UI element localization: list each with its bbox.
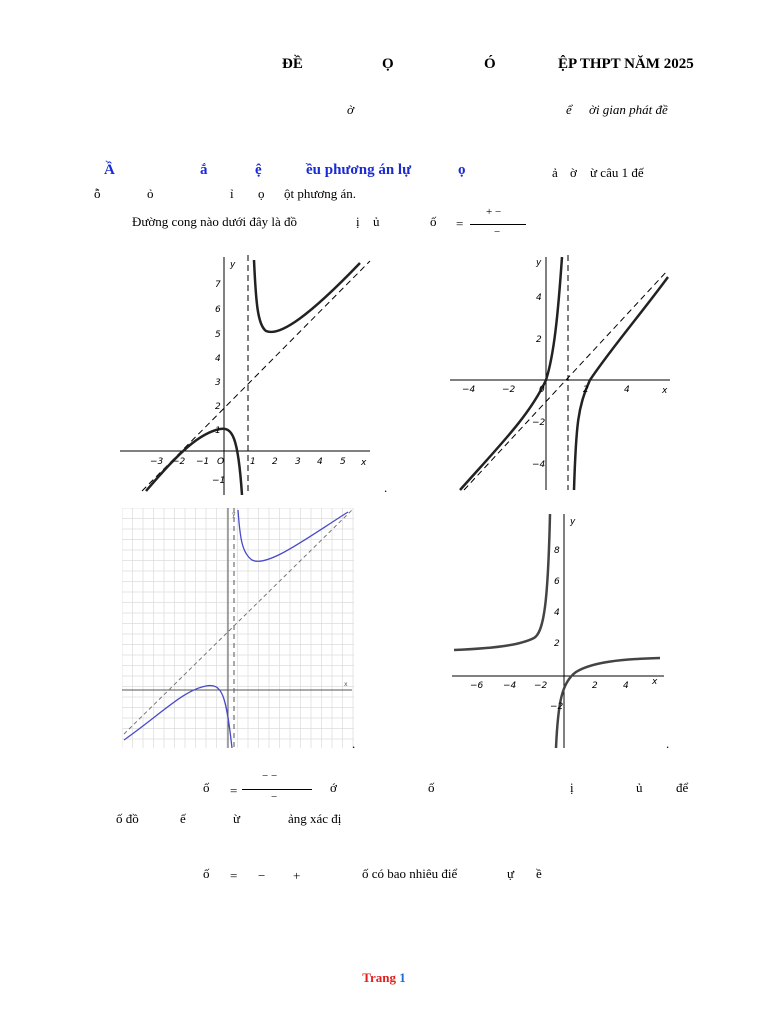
graph-a-xtick: 1 [250, 457, 256, 467]
graph-option-a [120, 255, 380, 495]
part-heading-3: ệ [255, 162, 262, 178]
part-instruction-2: ờ [570, 165, 577, 180]
page-label: Trang [362, 970, 396, 985]
q2-text-3: ố [428, 780, 435, 795]
part-line2-2: ỏ [147, 186, 154, 201]
graph-d-left-branch [454, 514, 550, 650]
part-heading-1: Ầ [104, 162, 115, 178]
part-instruction-3: ừ câu 1 đế [590, 165, 644, 180]
q1-text-3: ủ [373, 214, 380, 229]
graph-d-ytick: 2 [554, 639, 560, 649]
part-line2-3: ỉ [230, 186, 234, 201]
graph-a-xtick: −1 [196, 457, 210, 467]
graph-c-left-branch [124, 686, 232, 748]
q2-line2-2: ế [180, 811, 186, 826]
q1-text-1: Đường cong nào dưới đây là đồ [132, 214, 298, 229]
q3-text-3: ự [507, 866, 515, 881]
graph-option-d [452, 512, 672, 752]
q2-denominator: − [271, 791, 278, 803]
q1-equals: = [456, 216, 464, 231]
q1-text-4: ố [430, 214, 437, 229]
graph-a-ytick: 6 [215, 305, 221, 315]
graph-a-xtick: 2 [272, 457, 278, 467]
q3-text-4: ề [536, 866, 542, 881]
part-instruction-1: ả [552, 165, 558, 180]
graph-d-xtick: −2 [534, 681, 548, 691]
graph-b-ytick: −2 [532, 418, 546, 428]
graph-d-xtick: 4 [623, 681, 629, 691]
graph-b-xtick: 0 [539, 385, 545, 395]
exam-title-part-4: ỆP THPT NĂM 2025 [558, 56, 694, 72]
graph-option-c [122, 508, 354, 748]
graph-b-ytick: −4 [532, 460, 546, 470]
graph-b-right-branch [574, 277, 668, 490]
q2-text-2: ớ [330, 780, 337, 795]
graph-a-right-branch [254, 260, 360, 332]
graph-a-ytick: 4 [215, 354, 221, 364]
q2-line2-3: ừ [233, 811, 241, 826]
part-line2-5: ột phương án. [284, 186, 357, 201]
graph-b-x-label: x [662, 386, 668, 396]
graph-a-xtick: 4 [317, 457, 323, 467]
graph-b-ytick: 2 [536, 335, 542, 345]
q1-numerator: + − [486, 206, 502, 218]
part-heading-2: ắ [200, 162, 208, 178]
graph-option-b [450, 255, 675, 495]
part-heading-4: ều phương án lự [306, 162, 412, 178]
graph-a-xtick: −2 [172, 457, 186, 467]
q2-equals: = [230, 783, 238, 798]
q2-text-1: ố [203, 780, 210, 795]
exam-title-part-3: Ó [484, 56, 496, 72]
graph-a-xtick: 3 [295, 457, 301, 467]
graph-d-xtick: −4 [503, 681, 517, 691]
graph-a-ytick: −1 [212, 476, 226, 486]
subtitle-part-2: ể [566, 102, 572, 117]
graph-a-ytick: 2 [215, 402, 221, 412]
graph-d-ytick: 6 [554, 577, 560, 587]
part-line2-1: ỗ [94, 186, 101, 201]
graph-b-y-label: y [536, 258, 542, 268]
q2-line2-4: ảng xác đị [288, 811, 342, 826]
graph-c-oblique-asymptote [124, 510, 352, 734]
graph-a-ytick: 1 [215, 426, 221, 436]
graph-a-end-dot: . [384, 480, 388, 495]
q2-text-4: ị [570, 780, 574, 795]
graph-b-xtick: −4 [462, 385, 476, 395]
graph-b-left-branch [460, 257, 562, 490]
graph-d-xtick: −6 [470, 681, 484, 691]
graph-d-y-label: y [570, 517, 576, 527]
graph-d-xtick: 2 [592, 681, 598, 691]
q3-minus: − [258, 868, 266, 883]
graph-c-y-label: y [232, 511, 236, 518]
q3-text-2: ố có bao nhiêu điể [362, 866, 458, 881]
graph-d-ytick: 8 [554, 546, 560, 556]
graph-a-y-label: y [230, 260, 236, 270]
graph-a-ytick: 7 [215, 280, 221, 290]
graph-a-ytick: 3 [215, 378, 221, 388]
graph-c-end-dot: . [352, 736, 356, 751]
graph-b-xtick: −2 [502, 385, 516, 395]
q2-numerator: − − [262, 770, 278, 782]
q3-plus: + [293, 868, 301, 883]
exam-title-part-2: Ọ [382, 56, 394, 72]
q1-text-2: ị [356, 214, 360, 229]
q2-fraction-bar [242, 789, 312, 790]
q3-equals: = [230, 868, 238, 883]
part-line2-4: ọ [258, 186, 265, 201]
q3-text-1: ố [203, 866, 210, 881]
graph-a-xtick: O [217, 457, 225, 467]
graph-a-x-label: x [361, 458, 367, 468]
graph-b-xtick: 2 [583, 385, 589, 395]
page-number: 1 [399, 970, 406, 985]
graph-c-grid [122, 508, 354, 748]
graph-a-xtick: 5 [340, 457, 346, 467]
q1-denominator: − [494, 226, 501, 238]
q2-text-6: để [676, 780, 689, 795]
graph-b-ytick: 4 [536, 293, 542, 303]
graph-d-right-branch [556, 658, 660, 748]
graph-c-x-label: x [344, 681, 348, 688]
graph-d-ytick: 4 [554, 608, 560, 618]
graph-c-right-branch [238, 510, 348, 561]
subtitle-part-3: ời gian phát đề [589, 102, 668, 117]
q2-text-5: ủ [636, 780, 643, 795]
subtitle-part-1: ờ [347, 102, 354, 117]
graph-d-end-dot: . [666, 736, 670, 751]
q1-fraction-bar [470, 224, 526, 225]
graph-a-xtick: −3 [150, 457, 164, 467]
part-heading-5: ọ [458, 162, 466, 178]
exam-title-part-1: ĐỀ [282, 56, 303, 72]
graph-d-x-label: x [652, 677, 658, 687]
graph-a-ytick: 5 [215, 330, 221, 340]
q2-line2-1: ố đồ [116, 811, 139, 826]
graph-d-ytick: −2 [550, 702, 564, 712]
page-footer [0, 970, 768, 986]
graph-b-xtick: 4 [624, 385, 630, 395]
